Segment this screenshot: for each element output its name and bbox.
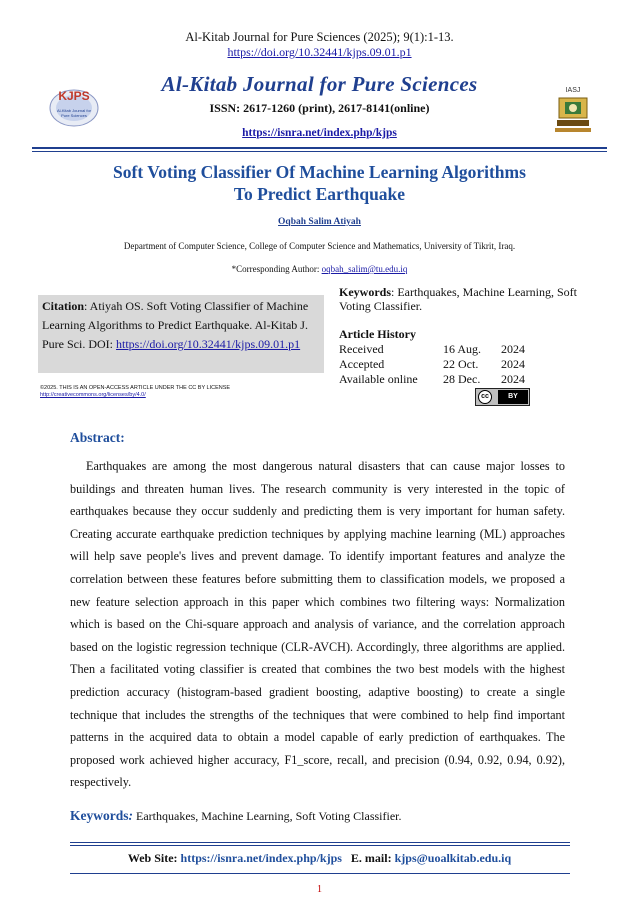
cc-icon: cc [478, 390, 492, 404]
keywords-side-label: Keywords [339, 285, 391, 299]
history-year: 2024 [501, 342, 525, 356]
paper-title [40, 161, 599, 205]
history-row-available [339, 372, 525, 387]
license-text: ©2025. THIS IS AN OPEN-ACCESS ARTICLE UNDER THE CC BY LICENSE [40, 385, 231, 391]
citation-doi-link[interactable]: https://doi.org/10.32441/kjps.09.01.p1 [116, 337, 301, 351]
journal-name: Al-Kitab Journal for Pure Sciences [161, 72, 478, 96]
history-row-accepted [339, 357, 525, 372]
corresponding-author [0, 264, 639, 274]
history-year: 2024 [501, 357, 525, 371]
history-year: 2024 [501, 372, 525, 386]
corresponding-label: *Corresponding Author: [231, 264, 320, 274]
footer-rule-3 [70, 873, 570, 874]
history-date: 16 Aug. [443, 342, 482, 356]
footer [0, 851, 639, 866]
corresponding-email-link[interactable]: oqbah_salim@tu.edu.iq [321, 264, 408, 274]
masthead-rule-thin [32, 151, 607, 152]
keywords-bottom-label: Keywords [70, 808, 129, 823]
footer-email[interactable]: kjps@uoalkitab.edu.iq [394, 851, 512, 865]
abstract-body: Earthquakes are among the most dangerous natural disasters that can cause major losses to buildings and threaten human lives. The research community is very interested in the topic of earthquakes because they occur suddenly and predicting them is very important for human safety. Creating accurate earthquake prediction techniques by applying machine learning (ML) approaches will help save people's lives and prevent damage. To identify important features and analyze the correlation between these features before submitting them to classification models, we proposed a new feature selection approach in this paper which combines two filtering ways: Normalization which is based on the Chi-square approach and analysis of variance, and the correlation approach based on the logistic regression technique (CLR-AVCH). Accordingly, three algorithms are applied. Then a facilitated voting classifier is created that combines the two best models with the highest prediction accuracy (histogram-based gradient boosting, adaptive boosting) to create a single technique that includes the strengths of the techniques that were combined to help find important patterns in the acquired data to obtain a model capable of early prediction of earthquakes. The proposed work achieved higher accuracy, F1_score, recall, and precision (0.94, 0.92, 0.94, 0.92), respectively. [70, 459, 565, 790]
footer-rule-2 [70, 845, 570, 846]
journal-url-link[interactable]: https://isnra.net/index.php/kjps [242, 127, 397, 139]
author-name: Oqbah Salim Atiyah [278, 217, 361, 227]
keywords-side-text: : Earthquakes, Machine Learning, Soft Voting Classifier. [339, 285, 577, 313]
footer-web-url[interactable]: https://isnra.net/index.php/kjps [180, 851, 342, 865]
running-header: Al-Kitab Journal for Pure Sciences (2025); 9(1):1-13. [185, 30, 454, 44]
abstract-heading: Abstract: [70, 430, 125, 445]
citation-label: Citation [42, 299, 84, 313]
history-date: 28 Dec. [443, 372, 481, 386]
history-label: Accepted [339, 357, 385, 371]
header-doi [0, 45, 639, 60]
keywords-bottom-colon: : [128, 808, 133, 823]
footer-rule [70, 842, 570, 843]
keywords-side [339, 285, 609, 313]
svg-text:IASJ: IASJ [565, 87, 581, 94]
masthead-rule [32, 147, 607, 149]
history-label: Available online [339, 372, 418, 386]
paper-title-line-2: To Predict Earthquake [233, 184, 406, 204]
history-label: Received [339, 342, 384, 356]
by-icon: BY [498, 390, 528, 404]
article-history-title: Article History [339, 327, 416, 341]
svg-text:Al-Kitab Journal for: Al-Kitab Journal for [56, 108, 92, 113]
keywords-bottom-text: Earthquakes, Machine Learning, Soft Voting Classifier. [133, 809, 402, 823]
history-row-received [339, 342, 525, 357]
history-date: 22 Oct. [443, 357, 479, 371]
footer-email-label: E. mail: [350, 851, 392, 865]
license-notice [40, 385, 230, 399]
paper-title-line-1: Soft Voting Classifier Of Machine Learning Algorithms [113, 162, 526, 182]
svg-text:KJPS: KJPS [58, 89, 90, 103]
footer-web-label: Web Site: [127, 851, 178, 865]
author-line [0, 217, 639, 227]
issn: ISSN: 2617-1260 (print), 2617-8141(online) [209, 101, 430, 115]
svg-text:Pure Sciences: Pure Sciences [61, 113, 87, 118]
affiliation: Department of Computer Science, College of Computer Science and Mathematics, University of Tikrit, Iraq. [123, 241, 516, 251]
license-link[interactable]: http://creativecommons.org/licenses/by/4.0/ [40, 392, 146, 398]
citation-text: : Atiyah OS. Soft Voting Classifier of Machine Learning Algorithms to Predict Earthquake. Al-Kitab J. Pure Sci. DOI: [42, 299, 309, 351]
journal-url [0, 127, 639, 139]
page-number: 1 [317, 884, 322, 895]
keywords-bottom [70, 808, 402, 824]
citation-box [38, 295, 324, 373]
header-doi-link[interactable]: https://doi.org/10.32441/kjps.09.01.p1 [227, 45, 412, 59]
cc-by-badge[interactable] [475, 388, 530, 406]
